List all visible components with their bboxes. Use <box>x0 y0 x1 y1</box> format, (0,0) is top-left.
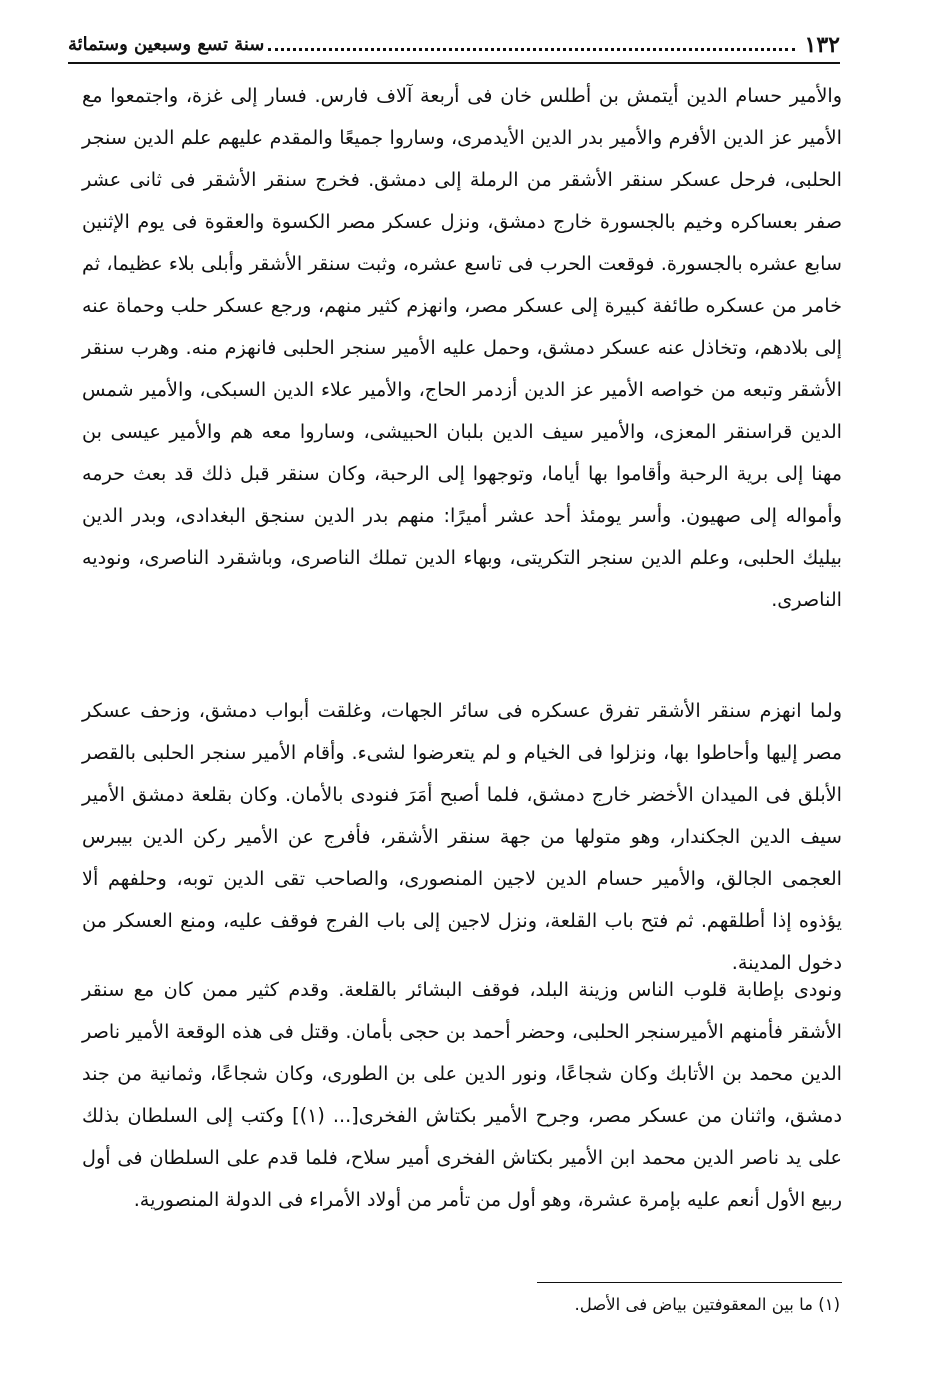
footnote: (١) ما بين المعقوفتين بياض فى الأصل. <box>574 1295 840 1314</box>
paragraph: والأمير حسام الدين أيتمش بن أطلس خان فى أربعة آلاف فارس. فسار إلى غزة، واجتمعوا مع الأمير عز الدين الأفرم والأمير بدر الدين الأيدمرى، وساروا جميعًا والمقدم عليهم علم الدين سنجر الحلبى، فرحل عسكر سنقر الأشقر من الرملة إلى دمشق. فخرج سنقر الأشقر فى ثانى عشر صفر بعساكره وخيم بالجسورة خارج دمشق، ونزل عسكر مصر الكسوة والعقوة فى يوم الإثنين سابع عشره بالجسورة. فوقعت الحرب فى تاسع عشره، وثبت سنقر الأشقر وأبلى بلاء عظيما، ثم خامر من عسكره طائفة كبيرة إلى عسكر مصر، وانهزم كثير منهم، ورجع عسكر حلب وحماة عنه إلى بلادهم، وتخاذل عنه عسكر دمشق، وحمل عليه الأمير سنجر الحلبى فانهزم منه. وهرب سنقر الأشقر وتبعه من خواصه الأمير عز الدين أزدمر الحاج، والأمير علاء الدين السبكى، والأمير شمس الدين قراسنقر المعزى، والأمير سيف الدين بلبان الحبيشى، وساروا معه هم والأمير عيسى بن مهنا إلى برية الرحبة وأقاموا بها أياما، وتوجهوا إلى الرحبة، وكان سنقر قبل ذلك قد بعث حرمه وأمواله إلى صهيون. وأسر يومئذ أحد عشر أميرًا: منهم بدر الدين سنجق البغدادى، وبدر الدين بيليك الحلبى، وعلم الدين سنجر التكريتى، وبهاء الدين تملك الناصرى، وباشقرد الناصرى، ونوديه الناصرى. <box>82 84 842 611</box>
running-title: سنة تسع وسبعين وستمائة <box>68 34 265 55</box>
footnote-divider <box>537 1282 842 1283</box>
paragraph: ونودى بإطابة قلوب الناس وزينة البلد، فوقف البشائر بالقلعة. وقدم كثير ممن كان مع سنقر الأشقر فأمنهم الأميرسنجر الحلبى، وحضر أحمد بن حجى بأمان. وقتل فى هذه الوقعة الأمير ناصر الدين محمد بن الأتابك وكان شجاعًا، ونور الدين على بن الطورى، وكان شجاعًا، وثمانية من جند دمشق، واثنان من عسكر مصر، وجرح الأمير بكتاش الفخرى[... (١)] وكتب إلى السلطان بذلك على يد ناصر الدين محمد ابن الأمير بكتاش الفخرى أمير سلاح، فلما قدم على السلطان فى أول ربيع الأول أنعم عليه بإمرة عشرة، وهو أول من تأمر من أولاد الأمراء فى الدولة المنصورية. <box>82 978 843 1211</box>
page-number: ١٣٢ <box>804 32 840 58</box>
main-text <box>82 75 842 1263</box>
dotted-leader <box>268 48 794 51</box>
paragraph: ولما انهزم سنقر الأشقر تفرق عسكره فى سائر الجهات، وغلقت أبواب دمشق، وزحف عسكر مصر إليها وأحاطوا بها، ونزلوا فى الخيام و لم يتعرضوا لشىء. وأقام الأمير سنجر الحلبى بالقصر الأبلق فى الميدان الأخضر خارج دمشق، فلما أصبح أمَرَ فنودى بالأمان. وكان بقلعة دمشق الأمير سيف الدين الجكندار، وهو متولها من جهة سنقر الأشقر، فأفرج عن الأمير ركن الدين بيبرس العجمى الجالق، والأمير حسام الدين لاجين المنصورى، والصاحب تقى الدين توبه، وحلفهم ألا يؤذوه إذا أطلقهم. ثم فتح باب القلعة، ونزل لاجين إلى باب الفرج فوقف عليه، ومنع العسكر من دخول المدينة. <box>82 699 842 974</box>
page-header <box>68 30 840 64</box>
